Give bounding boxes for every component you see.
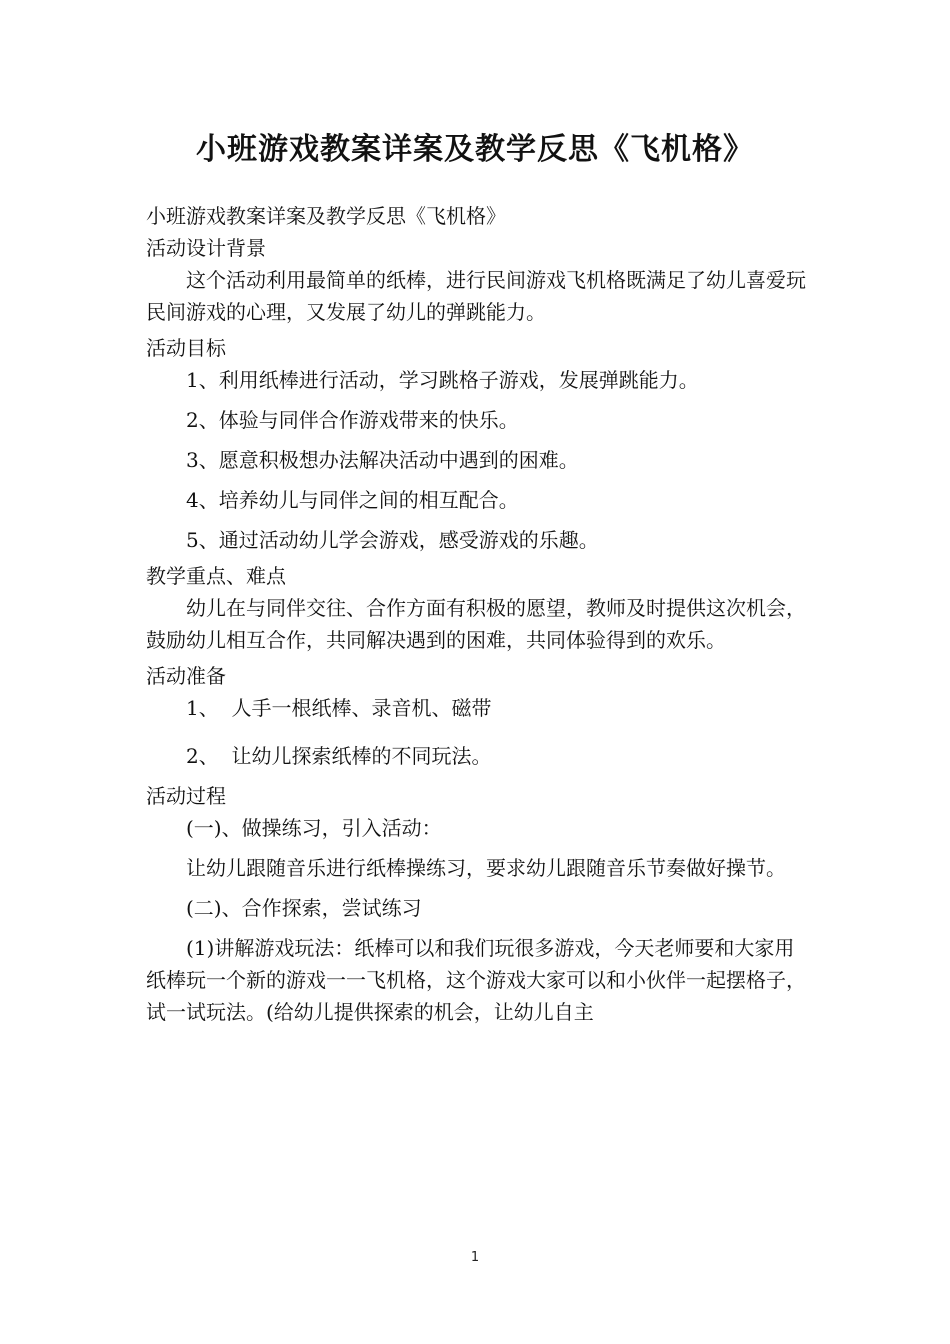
preparation-item-2: 2、 让幼儿探索纸棒的不同玩法。 (186, 744, 492, 768)
document-body (146, 200, 814, 1028)
key-points-paragraph: 幼儿在与同伴交往、合作方面有积极的愿望，教师及时提供这次机会，鼓励幼儿相互合作，共同解决遇到的困难，共同体验得到的欢乐。 (146, 596, 806, 652)
section-heading-goals: 活动目标 (146, 336, 226, 360)
process-step1-title: (一)、做操练习，引入活动： (186, 816, 442, 840)
goal-item-5: 5、通过活动幼儿学会游戏，感受游戏的乐趣。 (186, 528, 599, 552)
goal-item-2: 2、体验与同伴合作游戏带来的快乐。 (186, 408, 519, 432)
background-paragraph: 这个活动利用最简单的纸棒，进行民间游戏飞机格既满足了幼儿喜爱玩民间游戏的心理，又发展了幼儿的弹跳能力。 (146, 268, 806, 324)
document-subtitle: 小班游戏教案详案及教学反思《飞机格》 (146, 204, 506, 228)
preparation-item-1: 1、 人手一根纸棒、录音机、磁带 (186, 696, 492, 720)
goal-item-3: 3、愿意积极想办法解决活动中遇到的困难。 (186, 448, 579, 472)
section-heading-key-points: 教学重点、难点 (146, 564, 286, 588)
process-step2-title: (二)、合作探索，尝试练习 (186, 896, 422, 920)
process-step1-text: 让幼儿跟随音乐进行纸棒操练习，要求幼儿跟随音乐节奏做好操节。 (186, 856, 786, 880)
goal-item-4: 4、培养幼儿与同伴之间的相互配合。 (186, 488, 519, 512)
section-heading-background: 活动设计背景 (146, 236, 266, 260)
process-step2-text: (1)讲解游戏玩法：纸棒可以和我们玩很多游戏，今天老师要和大家用纸棒玩一个新的游戏一一飞机格，这个游戏大家可以和小伙伴一起摆格子，试一试玩法。(给幼儿提供探索的机会，让幼儿自主 (146, 936, 806, 1024)
section-heading-process: 活动过程 (146, 784, 226, 808)
goal-item-1: 1、利用纸棒进行活动，学习跳格子游戏，发展弹跳能力。 (186, 368, 699, 392)
page-number: 1 (470, 1250, 480, 1265)
section-heading-preparation: 活动准备 (146, 664, 226, 688)
page-title: 小班游戏教案详案及教学反思《飞机格》 (196, 132, 754, 167)
